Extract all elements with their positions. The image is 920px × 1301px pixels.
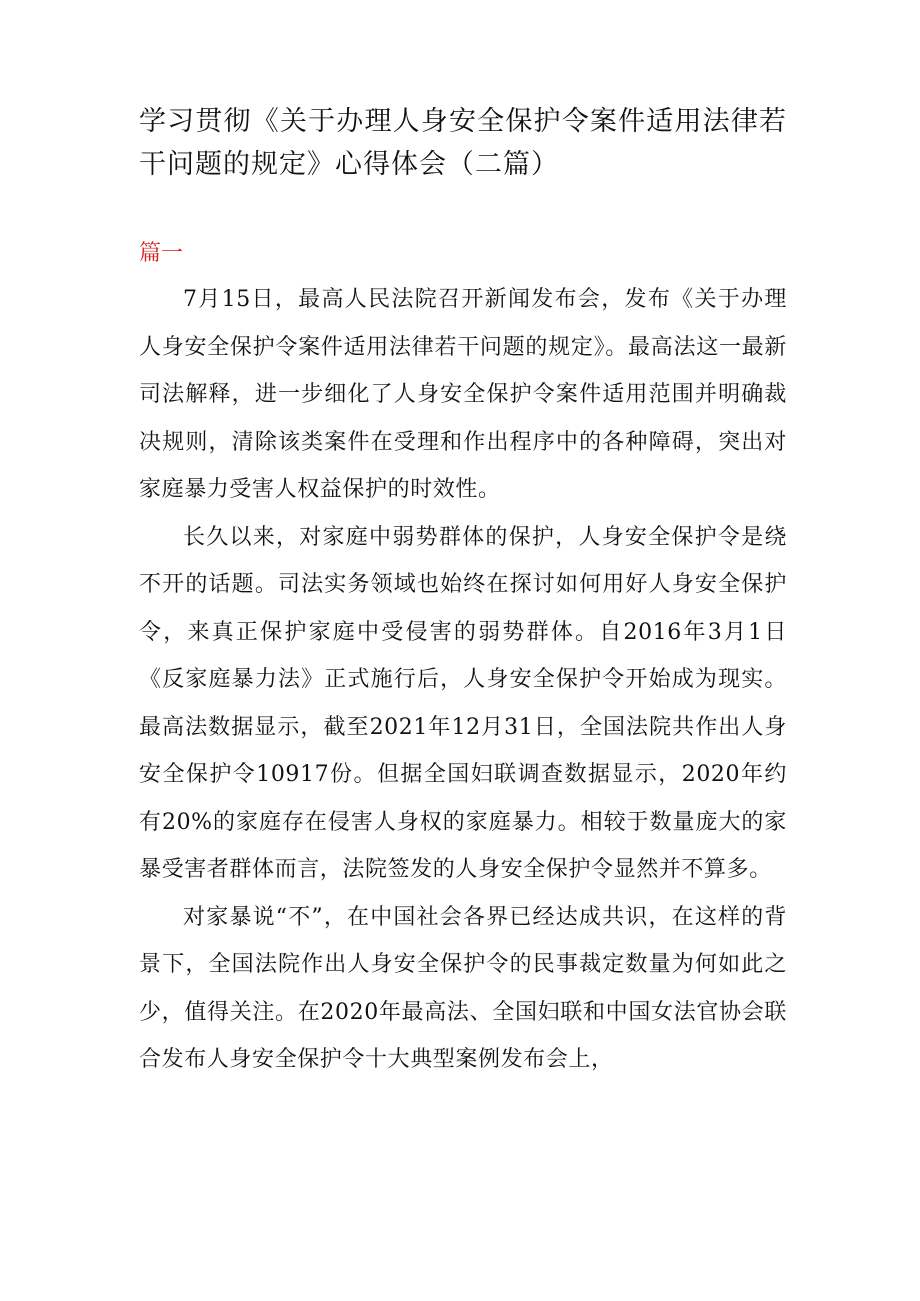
paragraph-1: 7月15日，最高人民法院召开新闻发布会，发布《关于办理人身安全保护令案件适用法律若干问题的规定》。最高法这一最新司法解释，进一步细化了人身安全保护令案件适用范围并明确裁决规则，清除该类案件在受理和作出程序中的各种障碍，突出对家庭暴力受害人权益保护的时效性。: [139, 287, 787, 502]
document-title: 学习贯彻《关于办理人身安全保护令案件适用法律若干问题的规定》心得体会（二篇）: [139, 106, 787, 180]
section-heading: 篇一: [139, 241, 184, 266]
paragraph-3: 对家暴说“不”，在中国社会各界已经达成共识，在这样的背景下，全国法院作出人身安全保护令的民事裁定数量为何如此之少，值得关注。在2020年最高法、全国妇联和中国女法官协会联合发布人身安全保护令十大典型案例发布会上，: [139, 904, 787, 1072]
document-page: [139, 100, 787, 1084]
paragraph-2: 长久以来，对家庭中弱势群体的保护，人身安全保护令是绕不开的话题。司法实务领域也始终在探讨如何用好人身安全保护令，来真正保护家庭中受侵害的弱势群体。自2016年3月1日《反家庭暴力法》正式施行后，人身安全保护令开始成为现实。最高法数据显示，截至2021年12月31日，全国法院共作出人身安全保护令10917份。但据全国妇联调查数据显示，2020年约有20%的家庭存在侵害人身权的家庭暴力。相较于数量庞大的家暴受害者群体而言，法院签发的人身安全保护令显然并不算多。: [139, 524, 787, 882]
